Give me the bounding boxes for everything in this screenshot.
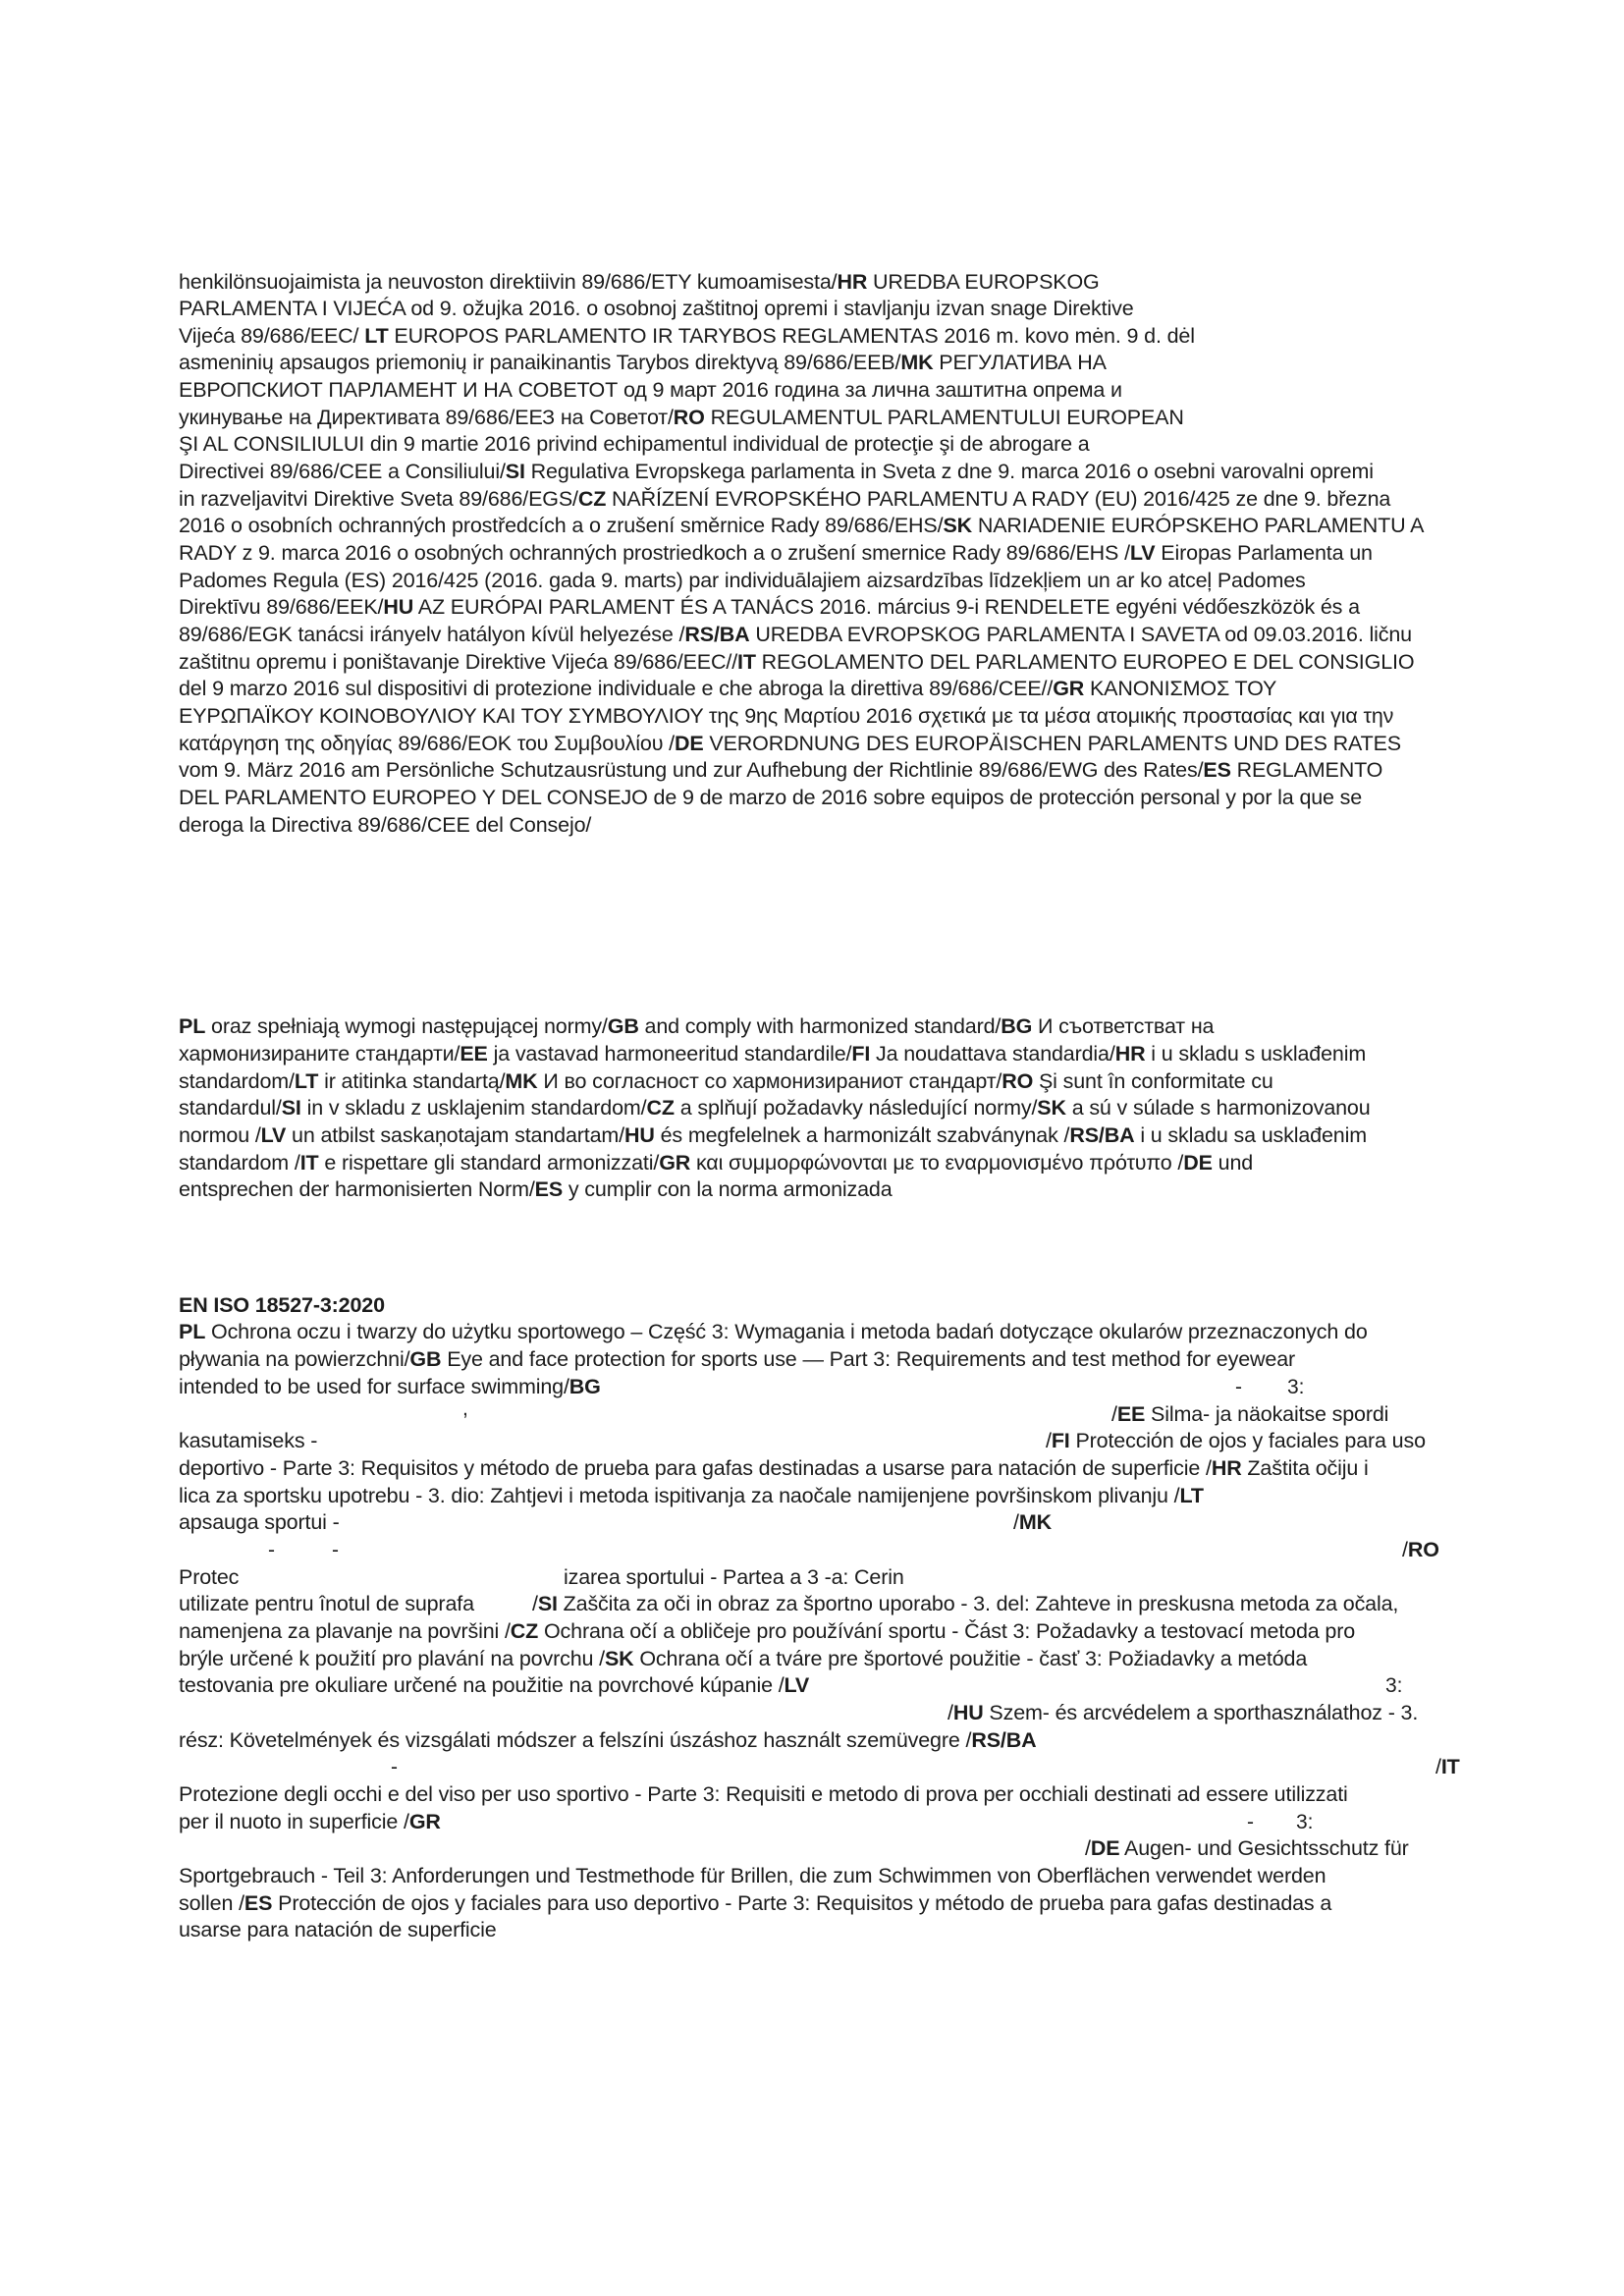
text-line: usarse para natación de superficie bbox=[179, 1918, 497, 1941]
mark: - bbox=[391, 1756, 398, 1778]
text-line: /FI Protección de ojos y faciales para uso bbox=[1046, 1429, 1426, 1452]
text-line: /MK bbox=[1013, 1510, 1052, 1534]
text-line: RADY z 9. marca 2016 o osobných ochranných prostriedkoch a o zrušení smernice Rady 89/686/EHS /LV Eiropas Parlamenta un bbox=[179, 541, 1373, 565]
text-line: PL oraz spełniają wymogi następującej normy/GB and comply with harmonized standard/BG И съответстват на bbox=[179, 1014, 1215, 1038]
text-line: укинување на Директивата 89/686/ЕЕЗ на Советот/RO REGULAMENTUL PARLAMENTULUI EUROPEAN bbox=[179, 406, 1184, 429]
text-line: /HU Szem- és arcvédelem a sporthasználathoz - 3. bbox=[947, 1701, 1419, 1724]
text-line: intended to be used for surface swimming/BG bbox=[179, 1375, 601, 1398]
text-line: apsauga sportui - bbox=[179, 1510, 340, 1534]
text-line: standardul/SI in v skladu z usklajenim standardom/CZ a splňují požadavky následující normy/SK a sú v súlade s harmonizovanou bbox=[179, 1096, 1371, 1120]
text-line: deportivo - Parte 3: Requisitos y método de prueba para gafas destinadas a usarse para natación de superficie /HR Zaštita očiju i bbox=[179, 1456, 1369, 1480]
text-line: pływania na powierzchni/GB Eye and face protection for sports use — Part 3: Requirements and test method for eyewear bbox=[179, 1347, 1296, 1371]
text-line: per il nuoto in superficie /GR bbox=[179, 1810, 441, 1833]
text-line: standardom /IT e rispettare gli standard armonizzati/GR και συμμορφώνονται με το εναρμονισμένο πρότυπο /DE und bbox=[179, 1151, 1254, 1175]
text-line: testovania pre okuliare určené na použitie na povrchové kúpanie /LV bbox=[179, 1673, 810, 1697]
text-line: Direktīvu 89/686/EEK/HU AZ EURÓPAI PARLAMENT ÉS A TANÁCS 2016. március 9-i RENDELETE egyéni védőeszközök és a bbox=[179, 595, 1360, 619]
text-line: vom 9. März 2016 am Persönliche Schutzausrüstung und zur Aufhebung der Richtlinie 89/686/EWG des Rates/ES REGLAMENTO bbox=[179, 758, 1383, 782]
mark: 3: bbox=[1287, 1376, 1305, 1398]
text-line: deroga la Directiva 89/686/CEE del Consejo/ bbox=[179, 813, 592, 837]
text-line: in razveljavitvi Direktive Sveta 89/686/EGS/CZ NAŘÍZENÍ EVROPSKÉHO PARLAMENTU A RADY (EU) 2016/425 ze dne 9. března bbox=[179, 487, 1391, 511]
text-line: normou /LV un atbilst saskaņotajam standartam/HU és megfelelnek a harmonizált szabványnak /RS/BA i u skladu sa usklađenim bbox=[179, 1123, 1367, 1147]
text-line: lica za sportsku upotrebu - 3. dio: Zahtjevi i metoda ispitivanja za naočale namijenjene površinskom plivanju /LT bbox=[179, 1484, 1204, 1507]
text-line: ЕВРОПСКИОТ ПАРЛАМЕНТ И НА СОВЕТОТ од 9 март 2016 година за лична заштитна опрема и bbox=[179, 378, 1122, 402]
text-line: Protezione degli occhi e del viso per uso sportivo - Parte 3: Requisiti e metodo di prova per occhiali destinati ad essere utilizzati bbox=[179, 1782, 1348, 1806]
text-line: /EE Silma- ja näokaitse spordi bbox=[1111, 1402, 1389, 1426]
text-line: Vijeća 89/686/EEC/ LT EUROPOS PARLAMENTO IR TARYBOS REGLAMENTAS 2016 m. kovo mėn. 9 d. dėl bbox=[179, 324, 1195, 348]
mark: , bbox=[462, 1397, 468, 1420]
text-line: standardom/LT ir atitinka standartą/MK И во согласност со хармонизираниот стандарт/RO Şi sunt în conformitate cu bbox=[179, 1069, 1273, 1093]
text-line: /RO bbox=[1402, 1538, 1439, 1561]
text-line: izarea sportului - Partea a 3 -a: Cerin bbox=[564, 1565, 904, 1589]
mark: 3: bbox=[1296, 1811, 1314, 1833]
text-line: Protec bbox=[179, 1565, 240, 1589]
text-line: brýle určené k použití pro plavání na povrchu /SK Ochrana očí a tváre pre športové použitie - časť 3: Požiadavky a metóda bbox=[179, 1647, 1308, 1670]
text-line: 2016 o osobních ochranných prostředcích a o zrušení směrnice Rady 89/686/EHS/SK NARIADENIE EURÓPSKEHO PARLAMENTU A bbox=[179, 514, 1425, 537]
text-line: /SI Zaščita za oči in obraz za športno uporabo - 3. del: Zahteve in preskusna metoda za očala, bbox=[532, 1592, 1399, 1615]
text-line: Sportgebrauch - Teil 3: Anforderungen und Testmethode für Brillen, die zum Schwimmen von Oberflächen verwendet werden bbox=[179, 1864, 1326, 1887]
text-line: henkilönsuojaimista ja neuvoston direktiivin 89/686/ETY kumoamisesta/HR UREDBA EUROPSKOG bbox=[179, 270, 1100, 294]
text-line: kasutamiseks - bbox=[179, 1429, 318, 1452]
mark: - bbox=[332, 1539, 339, 1561]
text-line: κατάργηση της οδηγίας 89/686/ΕΟΚ του Συμβουλίου /DE VERORDNUNG DES EUROPÄISCHEN PARLAMENTS UND DES RATES bbox=[179, 732, 1401, 755]
mark: - bbox=[1247, 1811, 1254, 1833]
text-line: Padomes Regula (ES) 2016/425 (2016. gada 9. marts) par individuālajiem aizsardzības līdzekļiem un ar ko atceļ Padomes bbox=[179, 569, 1306, 592]
text-line: rész: Követelmények és vizsgálati módszer a felszíni úszáshoz használt szemüvegre /RS/BA bbox=[179, 1728, 1037, 1752]
text-line: zaštitnu opremu i poništavanje Direktive Vijeća 89/686/EEC//IT REGOLAMENTO DEL PARLAMENTO EUROPEO E DEL CONSIGLIO bbox=[179, 650, 1415, 674]
text-line: /DE Augen- und Gesichtsschutz für bbox=[1085, 1836, 1409, 1860]
text-line: asmeninių apsaugos priemonių ir panaikinantis Tarybos direktyvą 89/686/EEB/MK РЕГУЛАТИВА НА bbox=[179, 351, 1107, 374]
mark: 3: bbox=[1385, 1674, 1403, 1697]
text-line: ΕΥΡΩΠΑΪΚΟΥ ΚΟΙΝΟΒΟΥΛΙΟΥ ΚΑΙ ΤΟΥ ΣΥΜΒΟΥΛΙΟΥ της 9ης Μαρτίου 2016 σχετικά με τα μέσα ατομικής προστασίας και για την bbox=[179, 704, 1394, 728]
text-line: хармонизираните стандарти/EE ja vastavad harmoneeritud standardile/FI Ja noudattava standardia/HR i u skladu s usklađenim bbox=[179, 1042, 1367, 1066]
text-line: utilizate pentru înotul de suprafa bbox=[179, 1592, 474, 1615]
text-line: namenjena za plavanje na površini /CZ Ochrana očí a obličeje pro používání sportu - Část 3: Požadavky a testovací metoda pro bbox=[179, 1619, 1356, 1643]
text-line: del 9 marzo 2016 sul dispositivi di protezione individuale e che abroga la direttiva 89/686/CEE//GR ΚΑΝΟΝΙΣΜΟΣ ΤΟΥ bbox=[179, 677, 1277, 700]
mark: - bbox=[268, 1539, 275, 1561]
text-line: entsprechen der harmonisierten Norm/ES y cumplir con la norma armonizada bbox=[179, 1177, 893, 1201]
text-line: sollen /ES Protección de ojos y faciales para uso deportivo - Parte 3: Requisitos y método de prueba para gafas destinadas a bbox=[179, 1891, 1332, 1915]
text-line: DEL PARLAMENTO EUROPEO Y DEL CONSEJO de 9 de marzo de 2016 sobre equipos de protección personal y por la que se bbox=[179, 786, 1363, 809]
text-line: PARLAMENTA I VIJEĆA od 9. ožujka 2016. o osobnoj zaštitnoj opremi i stavljanju izvan snage Direktive bbox=[179, 297, 1134, 320]
text-line: ŞI AL CONSILIULUI din 9 martie 2016 privind echipamentul individual de protecţie şi de abrogare a bbox=[179, 432, 1090, 456]
text-line: Directivei 89/686/CEE a Consiliului/SI Regulativa Evropskega parlamenta in Sveta z dne 9. marca 2016 o osebni varovalni opremi bbox=[179, 460, 1374, 483]
standard-heading: EN ISO 18527-3:2020 bbox=[179, 1293, 385, 1317]
mark: - bbox=[1235, 1376, 1242, 1398]
text-line: 89/686/EGK tanácsi irányelv hatályon kívül helyezése /RS/BA UREDBA EVROPSKOG PARLAMENTA I SAVETA od 09.03.2016. ličnu bbox=[179, 623, 1412, 646]
text-line: PL Ochrona oczu i twarzy do użytku sportowego – Część 3: Wymagania i metoda badań dotyczące okularów przeznaczonych do bbox=[179, 1320, 1368, 1343]
text-line: /IT bbox=[1435, 1755, 1460, 1778]
